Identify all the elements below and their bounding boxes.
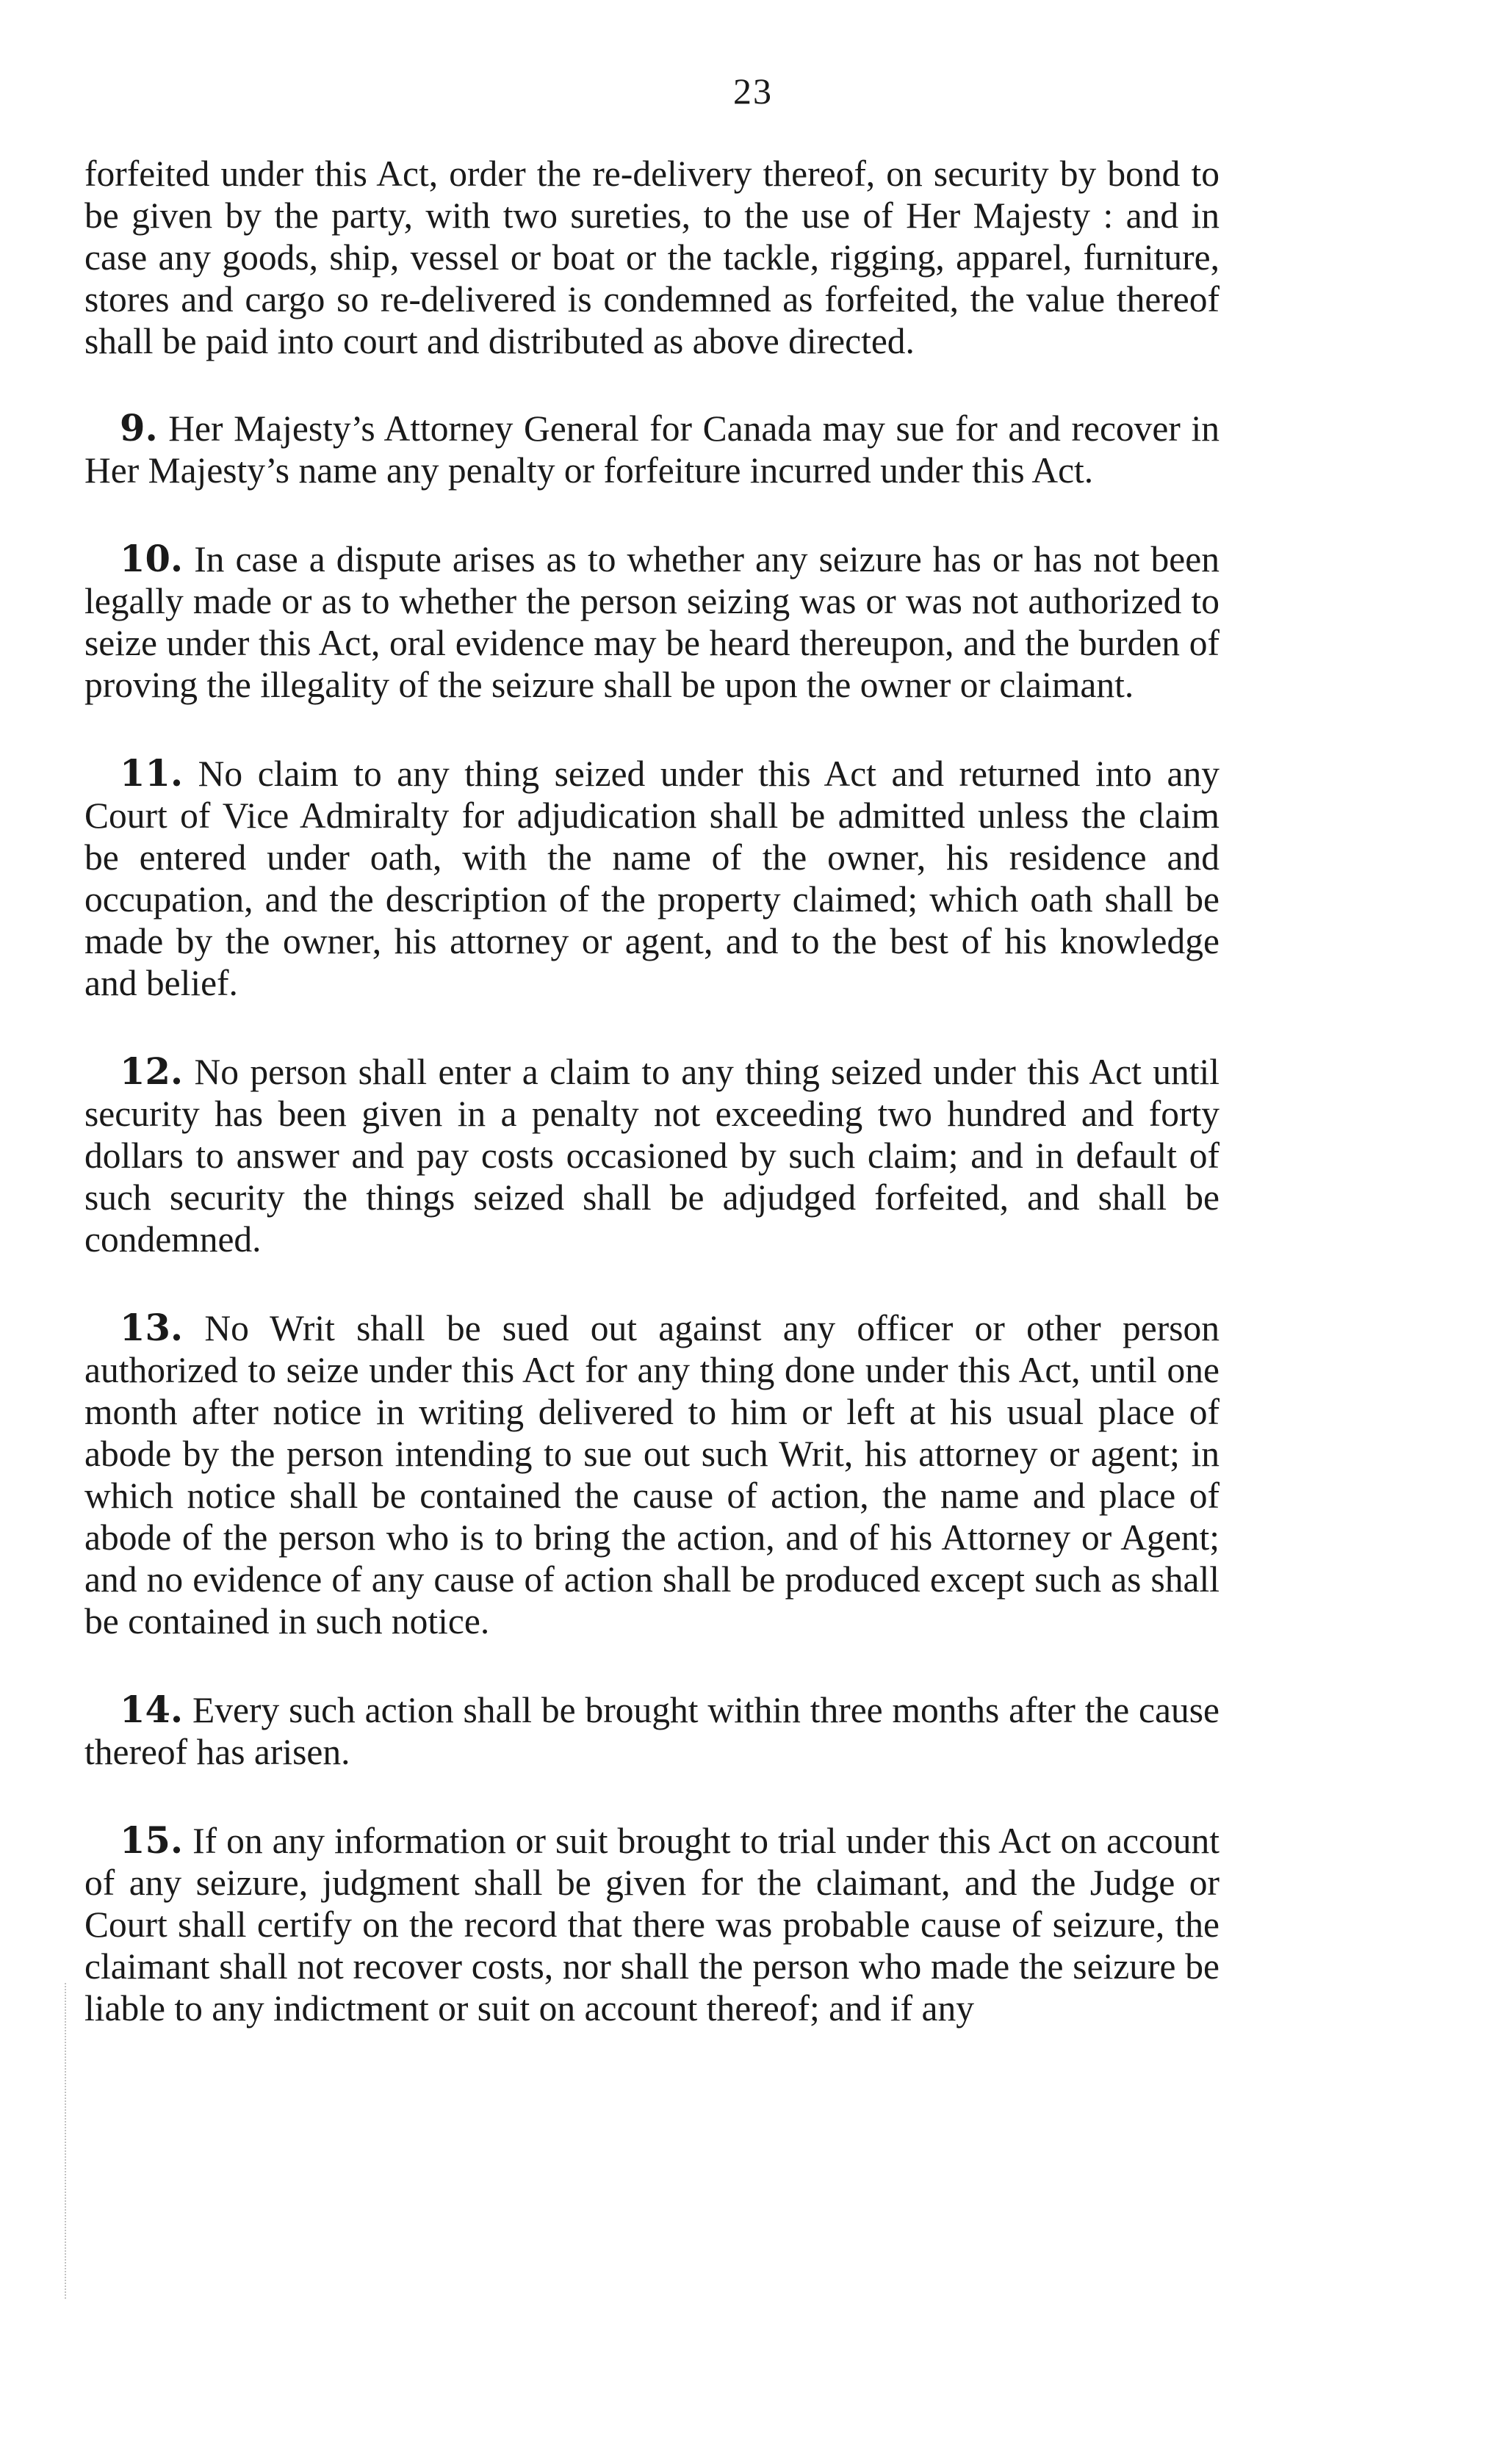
paragraph-text: No person shall enter a claim to any thing seized under this Act until security has been given in a penalty not exceeding two hundred and forty dollars to answer and pay costs occasioned by such claim; and in default of such security the things seized shall be adjudged forfeited, and shall be condemned.: [84, 1052, 1219, 1260]
section-number: 14.: [120, 1688, 184, 1731]
section-14: [84, 1689, 1219, 1773]
section-number: 12.: [120, 1050, 184, 1093]
paragraph-text: If on any information or suit brought to trial under this Act on account of any seizure, judgment shall be given for the claimant, and the Judge or Court shall certify on the record that there was probable cause of seizure, the claimant shall not recover costs, nor shall the person who made the seizure be liable to any indictment or suit on account thereof; and if any: [84, 1821, 1219, 2028]
section-number: 13.: [120, 1307, 184, 1349]
section-13: [84, 1307, 1219, 1642]
page-number: 23: [733, 71, 773, 112]
body-text: [84, 153, 1219, 2076]
paragraph-text: Her Majesty’s Attorney General for Canada may sue for and recover in Her Majesty’s name any penalty or forfeiture incurred under this Act.: [84, 408, 1219, 491]
scan-margin-artifact: [65, 1983, 73, 2299]
section-number: 15.: [120, 1819, 184, 1862]
section-number: 11.: [120, 752, 184, 795]
section-number: 9.: [120, 407, 158, 449]
section-number: 10.: [120, 538, 184, 580]
section-11: [84, 753, 1219, 1004]
section-15: [84, 1820, 1219, 2029]
paragraph-text: No Writ shall be sued out against any officer or other person authorized to seize under this Act for any thing done under this Act, until one month after notice in writing delivered to him or left at his usual place of abode by the person intending to sue out such Writ, his attorney or agent; in which notice shall be contained the cause of action, the name and place of abode of the person who is to bring the action, and of his Attorney or Agent; and no evidence of any cause of action shall be produced except such as shall be contained in such notice.: [84, 1308, 1219, 1641]
paragraph-text: Every such action shall be brought within three months after the cause thereof has arisen.: [84, 1690, 1219, 1772]
paragraph-text: In case a dispute arises as to whether any seizure has or has not been legally made or as to whether the person seizing was or was not authorized to seize under this Act, oral evidence may be heard thereupon, and the burden of proving the illegality of the seizure shall be upon the owner or claimant.: [84, 539, 1219, 705]
paragraph-text: forfeited under this Act, order the re-delivery thereof, on security by bond to be given by the party, with two sureties, to the use of Her Majesty : and in case any goods, ship, vessel or boat or the tackle, rigging, apparel, furniture, stores and cargo so re-delivered is condemned as forfeited, the value thereof shall be paid into court and distributed as above directed.: [84, 153, 1219, 361]
paragraph-text: No claim to any thing seized under this Act and returned into any Court of Vice Admiralty for adjudication shall be admitted unless the claim be entered under oath, with the name of the owner, his residence and occupation, and the description of the property claimed; which oath shall be made by the owner, his attorney or agent, and to the best of his knowledge and belief.: [84, 754, 1219, 1003]
paragraph-continuation: [84, 153, 1219, 362]
section-12: [84, 1051, 1219, 1260]
section-9: [84, 408, 1219, 491]
section-10: [84, 538, 1219, 706]
